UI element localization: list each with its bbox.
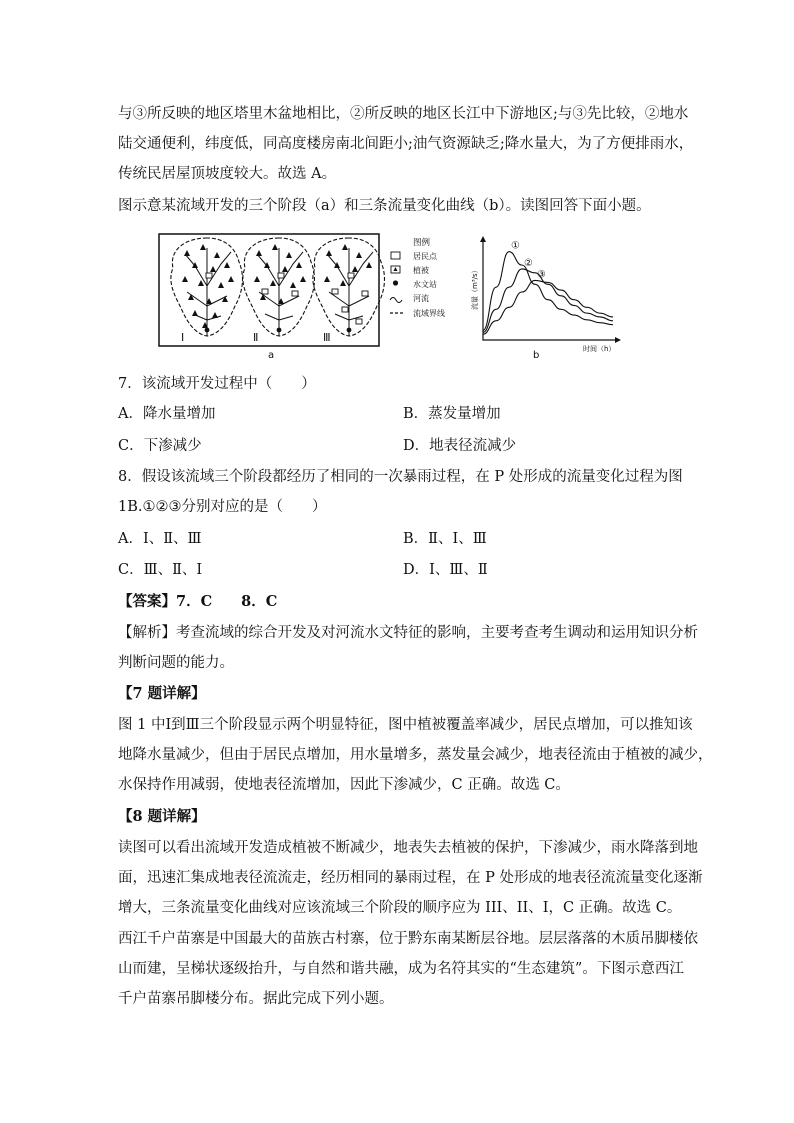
vegetation-mark: [290, 282, 296, 288]
vegetation-mark: [182, 276, 188, 282]
question-8-option-d: D．Ⅰ、Ⅲ、Ⅱ: [403, 562, 488, 578]
vegetation-mark: [212, 312, 218, 318]
final-paragraph-line: 西江千户苗寨是中国最大的苗族古村寨，位于黔东南某断层谷地。层层落落的木质吊脚楼依: [118, 931, 698, 947]
settlement-mark: [292, 291, 298, 296]
x-axis-arrow: [615, 337, 621, 343]
settlement-mark: [348, 273, 354, 278]
paragraph-line: 传统民居屋顶坡度较大。故选 A。: [118, 166, 337, 182]
final-paragraph-line: 千户苗寨吊脚楼分布。据此完成下列小题。: [118, 991, 394, 1007]
watershed-figure: [155, 232, 625, 364]
vegetation-mark: [184, 250, 190, 256]
vegetation-mark: [272, 244, 278, 250]
question-8-stem: 1B.①②③分别对应的是（ ）: [118, 499, 327, 515]
legend-item: 流域界线: [413, 309, 445, 318]
question-7-option-d: D．地表径流减少: [403, 438, 517, 454]
vegetation-mark: [228, 276, 234, 282]
vegetation-mark: [256, 250, 262, 256]
analysis-line: 判断问题的能力。: [118, 655, 234, 671]
q7-detail-line: 图 1 中Ⅰ到Ⅲ三个阶段显示两个明显特征，图中植被覆盖率减少，居民点增加，可以推知该: [118, 717, 693, 733]
vegetation-mark: [366, 262, 372, 268]
paragraph-line: 与③所反映的地区塔里木盆地相比，②所反映的地区长江中下游地区;与③先比较，②地水: [118, 106, 689, 122]
hydrological-station-mark: [277, 328, 282, 333]
vegetation-mark: [282, 266, 288, 272]
vegetation-mark: [218, 282, 224, 288]
legend-title: 图例: [413, 238, 431, 248]
q7-detail-title: 【7 题详解】: [118, 685, 206, 702]
panel-b-label: b: [533, 350, 540, 361]
question-8-stem: 8．假设该流域三个阶段都经历了相同的一次暴雨过程，在 P 处形成的流量变化过程为图: [118, 469, 683, 485]
series-line-1: [483, 252, 613, 331]
vegetation-mark: [296, 262, 302, 268]
settlement-mark: [332, 289, 338, 294]
settlement-icon: [391, 252, 400, 259]
panel-a-label: a: [268, 350, 275, 361]
legend: [390, 237, 445, 318]
chart-axes: [483, 238, 619, 340]
vegetation-mark: [254, 276, 260, 282]
vegetation-mark: [222, 296, 228, 302]
q7-detail-line: 水保持作用减弱，使地表径流增加，因此下渗减少，C 正确。故选 C。: [118, 777, 570, 793]
river-network: [185, 248, 231, 336]
question-intro: 图示意某流域开发的三个阶段（a）和三条流量变化曲线（b）。读图回答下面小题。: [118, 198, 651, 214]
vegetation-mark: [326, 250, 332, 256]
question-8-option-b: B．Ⅱ、Ⅰ、Ⅲ: [403, 531, 487, 547]
answer-line: 【答案】7．C 8．C: [118, 593, 278, 610]
x-axis-label: 时间（h）: [583, 345, 616, 353]
vegetation-mark: [260, 294, 266, 300]
vegetation-mark: [286, 252, 292, 258]
question-8-option-c: C．Ⅲ、Ⅱ、Ⅰ: [118, 562, 203, 578]
settlement-mark: [278, 273, 284, 278]
vegetation-mark: [342, 244, 348, 250]
analysis-line: 【解析】考查流域的综合开发及对河流水文特征的影响，主要考查考生调动和运用知识分析: [118, 625, 698, 641]
legend-item: 水文站: [413, 280, 437, 289]
series-line-2: [483, 269, 613, 332]
question-7-option-c: C．下渗减少: [118, 438, 202, 454]
vegetation-mark: [200, 244, 206, 250]
vegetation-mark: [192, 310, 198, 316]
flow-chart: [470, 236, 621, 353]
vegetation-mark: [198, 280, 204, 286]
vegetation-mark: [340, 280, 346, 286]
vegetation-mark: [224, 262, 230, 268]
settlement-mark: [356, 319, 362, 324]
hydrological-station-icon: [393, 280, 398, 285]
vegetation-mark: [324, 276, 330, 282]
settlement-mark: [262, 289, 268, 294]
legend-item: 居民点: [413, 252, 437, 261]
panel-a-frame: [159, 234, 379, 346]
basin-stage: [243, 238, 315, 336]
basin-drawings: [171, 238, 385, 336]
final-paragraph-line: 山而建，呈梯状逐级抬升，与自然和谐共融，成为名符其实的“生态建筑”。下图示意西江: [118, 961, 684, 977]
curve-label-3: ③: [537, 269, 546, 281]
vegetation-mark: [210, 266, 216, 272]
basin-stage: [313, 238, 385, 336]
q8-detail-line: 读图可以看出流域开发造成植被不断减少，地表失去植被的保护，下渗减少，雨水降落到地: [118, 840, 698, 856]
curve-label-2: ②: [524, 257, 533, 269]
stage-label: Ⅱ: [253, 331, 259, 344]
q7-detail-line: 地降水量减少，但由于居民点增加，用水量增多，蒸发量会减少，地表径流由于植被的减少，: [118, 747, 713, 763]
y-axis-arrow: [480, 236, 486, 242]
vegetation-mark: [270, 280, 276, 286]
stage-label: Ⅲ: [323, 331, 331, 344]
paragraph-line: 陆交通便利，纬度低，同高度楼房南北间距小;油气资源缺乏;降水量大，为了方便排雨水，: [118, 136, 694, 152]
q8-detail-title: 【8 题详解】: [118, 808, 206, 825]
basin-stage: [171, 238, 243, 336]
vegetation-mark: [214, 252, 220, 258]
q8-detail-line: 增大，三条流量变化曲线对应该流域三个阶段的顺序应为 III、II、I，C 正确。故选 C。: [118, 900, 682, 916]
settlement-mark: [362, 291, 368, 296]
settlement-mark: [342, 307, 348, 312]
question-7-option-b: B．蒸发量增加: [403, 406, 501, 422]
settlement-mark: [206, 273, 212, 278]
legend-item: 河流: [413, 294, 429, 303]
series-line-3: [483, 280, 613, 334]
q8-detail-line: 面，迅速汇集成地表径流流走，经历相同的暴雨过程，在 P 处形成的地表径流流量变化逐渐: [118, 870, 703, 886]
stage-label: Ⅰ: [181, 331, 185, 344]
vegetation-mark: [356, 252, 362, 258]
hydrological-station-mark: [347, 328, 352, 333]
curve-label-1: ①: [511, 240, 520, 252]
legend-item: 植被: [413, 266, 429, 275]
vegetation-mark: [352, 266, 358, 272]
vegetation-mark: [188, 294, 194, 300]
vegetation-mark: [300, 276, 306, 282]
y-axis-label: 流量（m³/s）: [471, 266, 479, 310]
hydrological-station-mark: [205, 328, 210, 333]
question-7-option-a: A．降水量增加: [118, 406, 216, 422]
question-7-stem: 7．该流域开发过程中（ ）: [118, 376, 316, 392]
question-8-option-a: A．Ⅰ、Ⅱ、Ⅲ: [118, 531, 202, 547]
river-icon: [390, 298, 402, 303]
